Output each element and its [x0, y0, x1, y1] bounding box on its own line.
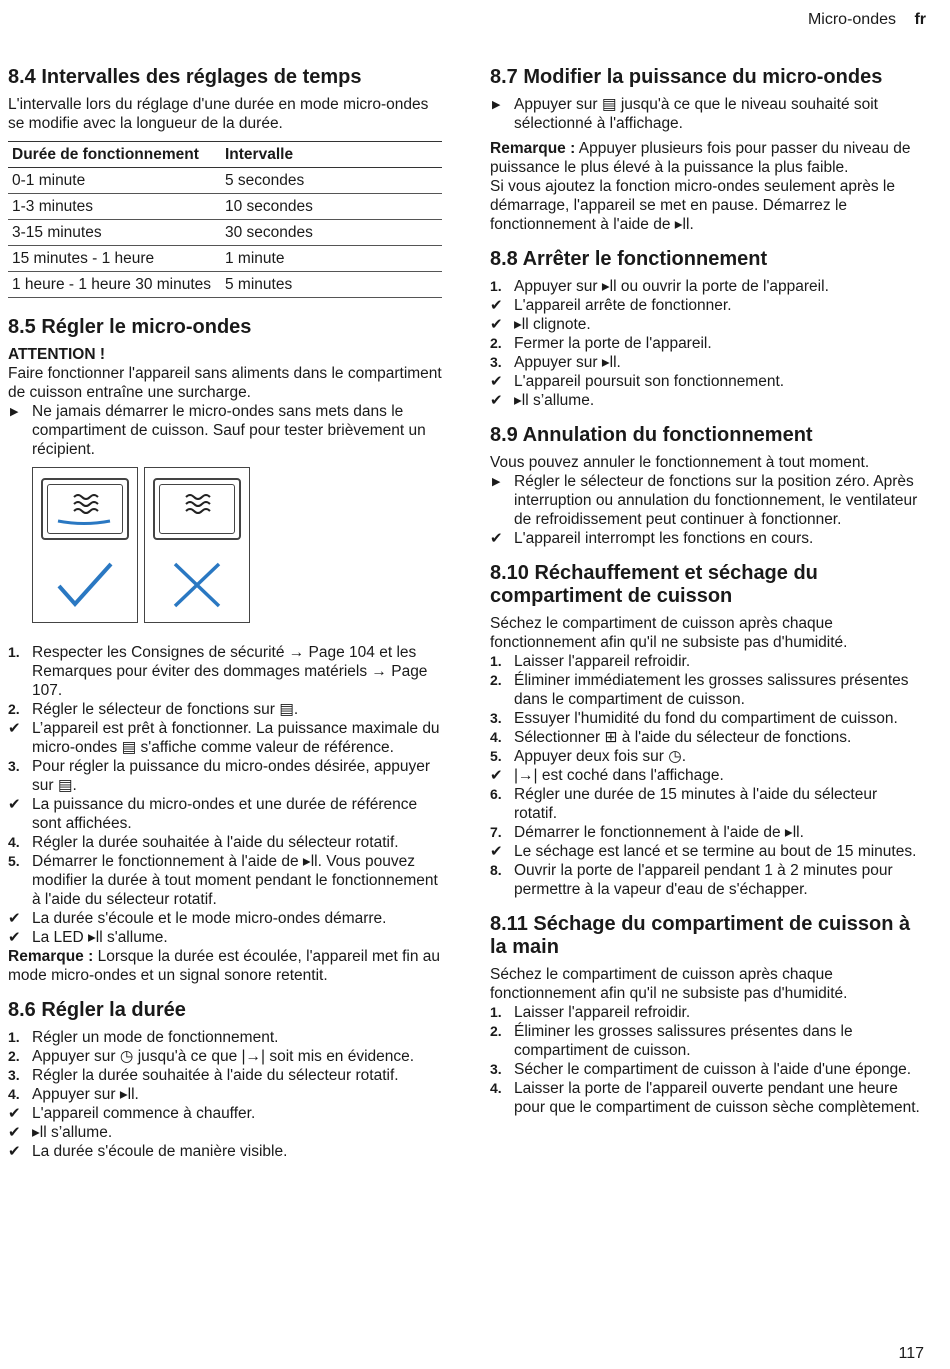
table-row: 15 minutes - 1 heure 1 minute: [8, 246, 442, 272]
list-item: 1. Laisser l'appareil refroidir.: [490, 1004, 691, 1021]
list-item: 7. Démarrer le fonctionnement à l'aide de ▸ll.: [490, 824, 804, 841]
section-8-9-title: 8.9 Annulation du fonctionnement: [490, 424, 813, 446]
list-item: ✔ |→| est coché dans l'affichage.: [490, 767, 724, 784]
list-item: 2. Éliminer immédiatement les grosses salissures présentes dans le compartiment de cuisson.: [490, 672, 909, 708]
list-item: ✔ L'appareil interrompt les fonctions en cours.: [490, 530, 814, 547]
list-item: ✔ La durée s'écoule et le mode micro-ondes démarre.: [8, 910, 387, 927]
list-item: ✔ L’appareil est prêt à fonctionner. La puissance maximale du micro-ondes ▤ s'affiche comme valeur de référence.: [8, 720, 440, 756]
list-item: 4. Régler la durée souhaitée à l'aide du sélecteur rotatif.: [8, 834, 399, 851]
section-8-11-title: 8.11 Séchage du compartiment de cuisson à la main: [490, 913, 911, 958]
list-item: 2. Régler le sélecteur de fonctions sur ▤.: [8, 701, 299, 718]
bullet-icon: ▶: [10, 406, 19, 418]
warning-list: [8, 402, 442, 459]
section-8-10-steps: [490, 652, 922, 899]
list-item: ▶ Régler le sélecteur de fonctions sur la position zéro. Après interruption ou annulation du fonctionnement, le ventilateur de refroidissement peut continuer à fonctionner.: [492, 473, 918, 528]
section-8-7-note: Remarque : Appuyer plusieurs fois pour passer du niveau de puissance le plus élevé à la puissance la plus faible.: [490, 140, 911, 176]
list-item: ✔ L'appareil arrête de fonctionner.: [490, 297, 732, 314]
list-item: 2. Fermer la porte de l'appareil.: [490, 335, 712, 352]
list-item: 4. Appuyer sur ▸ll.: [8, 1086, 139, 1103]
cross-icon: [167, 560, 227, 610]
section-8-8-steps: [490, 277, 922, 410]
right-column: [490, 66, 922, 1117]
microwave-waves-icon: [48, 485, 120, 529]
section-8-5-title: 8.5 Régler le micro-ondes: [8, 316, 252, 338]
list-item: ✔ L'appareil commence à chauffer.: [8, 1105, 256, 1122]
list-item: ✔ L'appareil poursuit son fonctionnement.: [490, 373, 785, 390]
table-row: 1-3 minutes 10 secondes: [8, 194, 442, 220]
header-lang: fr: [914, 11, 926, 28]
section-8-7-title: 8.7 Modifier la puissance du micro-ondes: [490, 66, 883, 88]
list-item: ✔ La puissance du micro-ondes et une durée de référence sont affichées.: [8, 796, 418, 832]
section-8-7-list: [490, 95, 922, 133]
list-item: ✔ La LED ▸ll s'allume.: [8, 929, 168, 946]
section-8-8-title: 8.8 Arrêter le fonctionnement: [490, 248, 768, 270]
microwave-figures: [32, 467, 442, 623]
oven-icon: [41, 478, 129, 540]
list-item: 3. Appuyer sur ▸ll.: [490, 354, 621, 371]
list-item: 8. Ouvrir la porte de l'appareil pendant 1 à 2 minutes pour permettre à la vapeur d'eau de s'échapper.: [490, 862, 893, 898]
list-item: 2. Appuyer sur ◷ jusqu'à ce que |→| soit mis en évidence.: [8, 1048, 415, 1065]
section-8-10-intro: Séchez le compartiment de cuisson après chaque fonctionnement afin qu'il ne subsiste pas d'humidité.: [490, 615, 848, 651]
bullet-icon: ▶: [492, 476, 501, 488]
section-8-10-title: 8.10 Réchauffement et séchage du compartiment de cuisson: [490, 562, 818, 607]
check-icon: [55, 560, 115, 610]
figure-with-food: [32, 467, 138, 623]
list-item: ✔ ▸ll clignote.: [490, 316, 591, 333]
section-8-11-steps: [490, 1003, 922, 1117]
list-item: 1. Régler un mode de fonctionnement.: [8, 1029, 279, 1046]
list-item: 1. Respecter les Consignes de sécurité → Page 104 et les Remarques pour éviter des dommages matériels → Page 107.: [8, 644, 428, 699]
table-header: Durée de fonctionnement: [8, 142, 221, 168]
list-item: 4. Laisser la porte de l'appareil ouverte pendant une heure pour que le compartiment de cuisson sèche complètement.: [490, 1080, 920, 1116]
list-item: 5. Démarrer le fonctionnement à l'aide de ▸ll. Vous pouvez modifier la durée à tout moment pendant le fonctionnement à l'aide du sélecteur rotatif.: [8, 853, 438, 908]
table-row: 0-1 minute 5 secondes: [8, 168, 442, 194]
list-item: 3. Régler la durée souhaitée à l'aide du sélecteur rotatif.: [8, 1067, 399, 1084]
table-row: 3-15 minutes 30 secondes: [8, 220, 442, 246]
list-item: 3. Sécher le compartiment de cuisson à l'aide d'une éponge.: [490, 1061, 912, 1078]
table-row: 1 heure - 1 heure 30 minutes 5 minutes: [8, 272, 442, 298]
list-item: ▶ Ne jamais démarrer le micro-ondes sans mets dans le compartiment de cuisson. Sauf pour tester brièvement un récipient.: [10, 403, 426, 458]
attention-label: ATTENTION !: [8, 346, 106, 363]
figure-empty: [144, 467, 250, 623]
bullet-icon: ▶: [492, 99, 501, 111]
section-8-4-intro: L'intervalle lors du réglage d'une durée en mode micro-ondes se modifie avec la longueur de la durée.: [8, 96, 429, 132]
page-number: 117: [898, 1345, 924, 1362]
left-column: [8, 66, 442, 1161]
list-item: ▶ Appuyer sur ▤ jusqu'à ce que le niveau souhaité soit sélectionné à l'affichage.: [492, 96, 878, 132]
oven-icon: [153, 478, 241, 540]
section-8-7-note2: Si vous ajoutez la fonction micro-ondes seulement après le démarrage, l'appareil se met en pause. Démarrez le fonctionnement à l'aide de ▸ll.: [490, 178, 895, 233]
header-section: Micro-ondes: [807, 11, 896, 28]
section-8-9-list: [490, 472, 922, 548]
list-item: ✔ ▸ll s’allume.: [8, 1124, 113, 1141]
list-item: 5. Appuyer deux fois sur ◷.: [490, 748, 687, 765]
section-8-5-steps: [8, 643, 442, 947]
section-8-6-title: 8.6 Régler la durée: [8, 999, 186, 1021]
section-8-4-title: 8.4 Intervalles des réglages de temps: [8, 66, 362, 88]
interval-table: [8, 141, 442, 298]
page-header: [808, 10, 926, 29]
list-item: 1. Appuyer sur ▸ll ou ouvrir la porte de l'appareil.: [490, 278, 829, 295]
section-8-5-note: Remarque : Lorsque la durée est écoulée, l'appareil met fin au mode micro-ondes et un signal sonore retentit.: [8, 948, 441, 984]
list-item: 6. Régler une durée de 15 minutes à l'aide du sélecteur rotatif.: [490, 786, 878, 822]
section-8-11-intro: Séchez le compartiment de cuisson après chaque fonctionnement afin qu'il ne subsiste pas d'humidité.: [490, 966, 848, 1002]
list-item: ✔ Le séchage est lancé et se termine au bout de 15 minutes.: [490, 843, 917, 860]
attention-text: Faire fonctionner l'appareil sans aliments dans le compartiment de cuisson entraîne une surcharge.: [8, 365, 442, 401]
list-item: 2. Éliminer les grosses salissures présentes dans le compartiment de cuisson.: [490, 1023, 853, 1059]
check-mark-icon: ✔: [490, 530, 503, 547]
section-8-6-steps: [8, 1028, 442, 1161]
microwave-waves-icon: [160, 485, 232, 529]
list-item: 3. Pour régler la puissance du micro-ondes désirée, appuyer sur ▤.: [8, 758, 431, 794]
list-item: 1. Laisser l'appareil refroidir.: [490, 653, 691, 670]
section-8-9-intro: Vous pouvez annuler le fonctionnement à tout moment.: [490, 454, 870, 471]
table-header: Intervalle: [221, 142, 442, 168]
list-item: 3. Essuyer l'humidité du fond du compartiment de cuisson.: [490, 710, 898, 727]
list-item: ✔ La durée s'écoule de manière visible.: [8, 1143, 288, 1160]
list-item: ✔ ▸ll s’allume.: [490, 392, 595, 409]
list-item: 4. Sélectionner ⊞ à l'aide du sélecteur de fonctions.: [490, 729, 852, 746]
